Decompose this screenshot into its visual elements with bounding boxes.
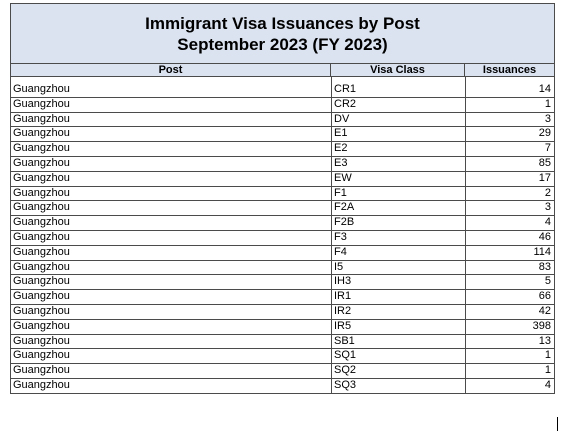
issuances-cell: 17 bbox=[465, 172, 555, 187]
visa-class-cell: IR1 bbox=[331, 290, 465, 305]
table-row bbox=[10, 320, 555, 335]
post-cell: Guangzhou bbox=[10, 201, 331, 216]
issuances-cell: 85 bbox=[465, 157, 555, 172]
post-cell: Guangzhou bbox=[10, 157, 331, 172]
post-cell: Guangzhou bbox=[10, 305, 331, 320]
report-title-block bbox=[10, 3, 555, 63]
issuances-cell: 4 bbox=[465, 216, 555, 231]
visa-class-cell: F4 bbox=[331, 246, 465, 261]
table-row bbox=[10, 349, 555, 364]
table-row bbox=[10, 157, 555, 172]
visa-class-cell: F1 bbox=[331, 187, 465, 202]
post-cell: Guangzhou bbox=[10, 231, 331, 246]
issuances-cell: 29 bbox=[465, 127, 555, 142]
report-title: Immigrant Visa Issuances by Post bbox=[145, 13, 420, 33]
issuances-cell: 13 bbox=[465, 335, 555, 350]
post-cell: Guangzhou bbox=[10, 142, 331, 157]
issuances-cell: 46 bbox=[465, 231, 555, 246]
visa-class-cell: CR2 bbox=[331, 98, 465, 113]
table-row bbox=[10, 113, 555, 128]
visa-class-cell: SQ2 bbox=[331, 364, 465, 379]
table-row bbox=[10, 246, 555, 261]
issuances-cell: 14 bbox=[465, 83, 555, 98]
column-header-visa-class: Visa Class bbox=[331, 63, 465, 77]
post-cell: Guangzhou bbox=[10, 187, 331, 202]
visa-class-cell: IH3 bbox=[331, 275, 465, 290]
post-cell: Guangzhou bbox=[10, 335, 331, 350]
issuances-cell: 3 bbox=[465, 113, 555, 128]
issuances-cell: 1 bbox=[465, 349, 555, 364]
issuances-cell: 114 bbox=[465, 246, 555, 261]
visa-class-cell: IR2 bbox=[331, 305, 465, 320]
post-cell: Guangzhou bbox=[10, 216, 331, 231]
post-cell: Guangzhou bbox=[10, 113, 331, 128]
visa-class-cell: I5 bbox=[331, 261, 465, 276]
issuances-cell: 3 bbox=[465, 201, 555, 216]
post-cell: Guangzhou bbox=[10, 364, 331, 379]
visa-class-cell: F2B bbox=[331, 216, 465, 231]
table-row bbox=[10, 364, 555, 379]
text-cursor bbox=[557, 417, 558, 431]
visa-class-cell: E3 bbox=[331, 157, 465, 172]
table-row bbox=[10, 379, 555, 394]
table-row bbox=[10, 172, 555, 187]
table-row bbox=[10, 290, 555, 305]
table-body bbox=[10, 83, 555, 394]
table-row bbox=[10, 187, 555, 202]
post-cell: Guangzhou bbox=[10, 275, 331, 290]
visa-class-cell: F2A bbox=[331, 201, 465, 216]
post-cell: Guangzhou bbox=[10, 98, 331, 113]
issuances-cell: 398 bbox=[465, 320, 555, 335]
visa-class-cell: EW bbox=[331, 172, 465, 187]
table-row bbox=[10, 275, 555, 290]
table-row bbox=[10, 335, 555, 350]
issuances-cell: 42 bbox=[465, 305, 555, 320]
visa-class-cell: IR5 bbox=[331, 320, 465, 335]
issuances-cell: 7 bbox=[465, 142, 555, 157]
issuances-cell: 4 bbox=[465, 379, 555, 394]
post-cell: Guangzhou bbox=[10, 172, 331, 187]
post-cell: Guangzhou bbox=[10, 290, 331, 305]
table-row bbox=[10, 127, 555, 142]
post-cell: Guangzhou bbox=[10, 349, 331, 364]
table-row bbox=[10, 216, 555, 231]
column-header-issuances: Issuances bbox=[465, 63, 555, 77]
visa-class-cell: E2 bbox=[331, 142, 465, 157]
column-header-post: Post bbox=[10, 63, 331, 77]
issuances-cell: 1 bbox=[465, 98, 555, 113]
post-cell: Guangzhou bbox=[10, 246, 331, 261]
visa-class-cell: CR1 bbox=[331, 83, 465, 98]
table-row bbox=[10, 261, 555, 276]
report-period: September 2023 (FY 2023) bbox=[177, 34, 388, 54]
post-cell: Guangzhou bbox=[10, 379, 331, 394]
visa-class-cell: DV bbox=[331, 113, 465, 128]
visa-class-cell: E1 bbox=[331, 127, 465, 142]
post-cell: Guangzhou bbox=[10, 261, 331, 276]
visa-class-cell: F3 bbox=[331, 231, 465, 246]
table-row bbox=[10, 142, 555, 157]
table-row bbox=[10, 201, 555, 216]
post-cell: Guangzhou bbox=[10, 83, 331, 98]
issuances-cell: 1 bbox=[465, 364, 555, 379]
issuances-cell: 2 bbox=[465, 187, 555, 202]
issuances-cell: 66 bbox=[465, 290, 555, 305]
issuances-cell: 83 bbox=[465, 261, 555, 276]
table-header bbox=[10, 63, 555, 77]
visa-issuance-document bbox=[10, 3, 555, 394]
post-cell: Guangzhou bbox=[10, 320, 331, 335]
table-row bbox=[10, 231, 555, 246]
table-row bbox=[10, 83, 555, 98]
visa-class-cell: SB1 bbox=[331, 335, 465, 350]
issuances-cell: 5 bbox=[465, 275, 555, 290]
post-cell: Guangzhou bbox=[10, 127, 331, 142]
visa-class-cell: SQ1 bbox=[331, 349, 465, 364]
table-row bbox=[10, 98, 555, 113]
visa-class-cell: SQ3 bbox=[331, 379, 465, 394]
table-row bbox=[10, 305, 555, 320]
